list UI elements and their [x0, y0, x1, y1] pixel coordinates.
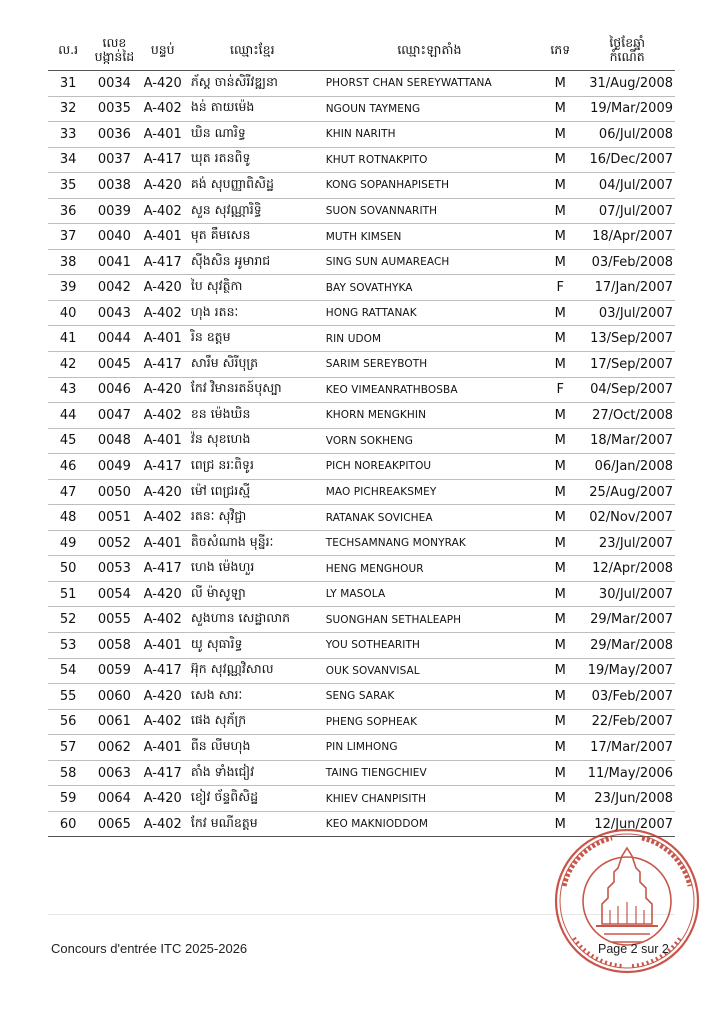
header-sex: ភេទ — [539, 30, 581, 71]
sex-cell: M — [539, 249, 581, 275]
row-number-cell: 47 — [48, 479, 88, 505]
date-of-birth-cell: 18/Mar/2007 — [581, 428, 675, 454]
latin-name-cell: PIN LIMHONG — [320, 735, 539, 761]
table-row — [48, 352, 675, 378]
khmer-name-cell: ហុង រតនៈ — [185, 300, 320, 326]
sex-cell: M — [539, 530, 581, 556]
row-number-cell: 32 — [48, 96, 88, 122]
latin-name-cell: KONG SOPANHAPISETH — [320, 173, 539, 199]
row-number-cell: 40 — [48, 300, 88, 326]
date-of-birth-cell: 13/Sep/2007 — [581, 326, 675, 352]
footer-title: Concours d'entrée ITC 2025-2026 — [51, 941, 248, 956]
room-cell: A-401 — [141, 428, 185, 454]
receipt-number-cell: 0060 — [88, 684, 140, 710]
room-cell: A-402 — [141, 607, 185, 633]
date-of-birth-cell: 12/Jun/2007 — [581, 811, 675, 837]
khmer-name-cell: វ៉ន សុខហេង — [185, 428, 320, 454]
receipt-number-cell: 0040 — [88, 224, 140, 250]
date-of-birth-cell: 31/Aug/2008 — [581, 71, 675, 97]
header-number: ល.រ — [48, 30, 88, 71]
sex-cell: M — [539, 658, 581, 684]
date-of-birth-cell: 17/Mar/2007 — [581, 735, 675, 761]
room-cell: A-402 — [141, 300, 185, 326]
row-number-cell: 36 — [48, 198, 88, 224]
receipt-number-cell: 0045 — [88, 352, 140, 378]
latin-name-cell: TECHSAMNANG MONYRAK — [320, 530, 539, 556]
date-of-birth-cell: 17/Jan/2007 — [581, 275, 675, 301]
khmer-name-cell: ខៀវ ច័ន្ទពិសិដ្ឋ — [185, 786, 320, 812]
row-number-cell: 46 — [48, 454, 88, 480]
row-number-cell: 60 — [48, 811, 88, 837]
sex-cell: M — [539, 147, 581, 173]
table-row — [48, 530, 675, 556]
khmer-name-cell: ឃិន ណារិទ្ធ — [185, 122, 320, 148]
khmer-name-cell: សួន សុវណ្ណារិទ្ធិ — [185, 198, 320, 224]
date-of-birth-cell: 29/Mar/2007 — [581, 607, 675, 633]
sex-cell: M — [539, 607, 581, 633]
receipt-number-cell: 0052 — [88, 530, 140, 556]
row-number-cell: 44 — [48, 403, 88, 429]
latin-name-cell: OUK SOVANVISAL — [320, 658, 539, 684]
room-cell: A-417 — [141, 760, 185, 786]
room-cell: A-420 — [141, 786, 185, 812]
receipt-number-cell: 0050 — [88, 479, 140, 505]
khmer-name-cell: ពីន លីមហុង — [185, 735, 320, 761]
sex-cell: M — [539, 71, 581, 97]
receipt-number-cell: 0043 — [88, 300, 140, 326]
table-row — [48, 556, 675, 582]
khmer-name-cell: តាំង ទាំងជៀវ — [185, 760, 320, 786]
row-number-cell: 52 — [48, 607, 88, 633]
room-cell: A-420 — [141, 173, 185, 199]
khmer-name-cell: ផេង សុភ័ក្រ — [185, 709, 320, 735]
khmer-name-cell: ម៉ៅ ពេជ្ររស្មី — [185, 479, 320, 505]
table-row — [48, 658, 675, 684]
receipt-number-cell: 0055 — [88, 607, 140, 633]
table-row — [48, 505, 675, 531]
room-cell: A-401 — [141, 224, 185, 250]
row-number-cell: 33 — [48, 122, 88, 148]
khmer-name-cell: រិន ឧត្តម — [185, 326, 320, 352]
date-of-birth-cell: 25/Aug/2007 — [581, 479, 675, 505]
row-number-cell: 42 — [48, 352, 88, 378]
receipt-number-cell: 0047 — [88, 403, 140, 429]
room-cell: A-402 — [141, 505, 185, 531]
sex-cell: M — [539, 454, 581, 480]
date-of-birth-cell: 19/May/2007 — [581, 658, 675, 684]
receipt-number-cell: 0053 — [88, 556, 140, 582]
latin-name-cell: PHENG SOPHEAK — [320, 709, 539, 735]
khmer-name-cell: ភ័ស្ត ចាន់សិរីវឌ្ឍនា — [185, 71, 320, 97]
row-number-cell: 51 — [48, 581, 88, 607]
sex-cell: M — [539, 96, 581, 122]
receipt-number-cell: 0034 — [88, 71, 140, 97]
latin-name-cell: KHORN MENGKHIN — [320, 403, 539, 429]
receipt-number-cell: 0062 — [88, 735, 140, 761]
table-row — [48, 122, 675, 148]
table-row — [48, 709, 675, 735]
room-cell: A-417 — [141, 352, 185, 378]
room-cell: A-417 — [141, 249, 185, 275]
date-of-birth-cell: 17/Sep/2007 — [581, 352, 675, 378]
latin-name-cell: YOU SOTHEARITH — [320, 633, 539, 659]
date-of-birth-cell: 11/May/2006 — [581, 760, 675, 786]
receipt-number-cell: 0037 — [88, 147, 140, 173]
room-cell: A-420 — [141, 581, 185, 607]
khmer-name-cell: ពេជ្រ នរៈពិទូរ — [185, 454, 320, 480]
table-row — [48, 224, 675, 250]
khmer-name-cell: កែវ មណីឧត្តម — [185, 811, 320, 837]
receipt-number-cell: 0065 — [88, 811, 140, 837]
sex-cell: M — [539, 122, 581, 148]
latin-name-cell: KHIN NARITH — [320, 122, 539, 148]
khmer-name-cell: មុត គឹមសេន — [185, 224, 320, 250]
receipt-number-cell: 0042 — [88, 275, 140, 301]
row-number-cell: 43 — [48, 377, 88, 403]
date-of-birth-cell: 19/Mar/2009 — [581, 96, 675, 122]
khmer-name-cell: សួងហាន សេដ្ឋាលាភ — [185, 607, 320, 633]
khmer-name-cell: តិចសំណាង មុន្នីរៈ — [185, 530, 320, 556]
row-number-cell: 35 — [48, 173, 88, 199]
room-cell: A-420 — [141, 275, 185, 301]
row-number-cell: 38 — [48, 249, 88, 275]
date-of-birth-cell: 03/Feb/2007 — [581, 684, 675, 710]
date-of-birth-cell: 30/Jul/2007 — [581, 581, 675, 607]
table-row — [48, 377, 675, 403]
room-cell: A-402 — [141, 811, 185, 837]
date-of-birth-cell: 22/Feb/2007 — [581, 709, 675, 735]
receipt-number-cell: 0059 — [88, 658, 140, 684]
latin-name-cell: PICH NOREAKPITOU — [320, 454, 539, 480]
room-cell: A-420 — [141, 684, 185, 710]
table-row — [48, 607, 675, 633]
row-number-cell: 59 — [48, 786, 88, 812]
date-of-birth-cell: 23/Jul/2007 — [581, 530, 675, 556]
sex-cell: M — [539, 811, 581, 837]
table-body — [48, 71, 675, 837]
sex-cell: M — [539, 786, 581, 812]
date-of-birth-cell: 04/Sep/2007 — [581, 377, 675, 403]
sex-cell: M — [539, 581, 581, 607]
table-row — [48, 300, 675, 326]
sex-cell: M — [539, 735, 581, 761]
table-row — [48, 454, 675, 480]
room-cell: A-401 — [141, 735, 185, 761]
receipt-number-cell: 0041 — [88, 249, 140, 275]
table-row — [48, 403, 675, 429]
header-date-of-birth — [581, 30, 675, 71]
table-row — [48, 173, 675, 199]
room-cell: A-420 — [141, 377, 185, 403]
date-of-birth-cell: 02/Nov/2007 — [581, 505, 675, 531]
receipt-number-cell: 0061 — [88, 709, 140, 735]
latin-name-cell: MAO PICHREAKSMEY — [320, 479, 539, 505]
khmer-name-cell: លី ម៉ាសូឡា — [185, 581, 320, 607]
receipt-number-cell: 0058 — [88, 633, 140, 659]
receipt-number-cell: 0063 — [88, 760, 140, 786]
khmer-name-cell: ងន់ តាយម៉េង — [185, 96, 320, 122]
date-of-birth-cell: 03/Feb/2008 — [581, 249, 675, 275]
room-cell: A-402 — [141, 198, 185, 224]
sex-cell: M — [539, 173, 581, 199]
date-of-birth-cell: 06/Jan/2008 — [581, 454, 675, 480]
sex-cell: M — [539, 760, 581, 786]
row-number-cell: 56 — [48, 709, 88, 735]
latin-name-cell: LY MASOLA — [320, 581, 539, 607]
latin-name-cell: SARIM SEREYBOTH — [320, 352, 539, 378]
table-row — [48, 684, 675, 710]
header-date-of-birth-label: ថ្ងៃខែឆ្នាំ កំណើត — [609, 35, 646, 64]
latin-name-cell: BAY SOVATHYKA — [320, 275, 539, 301]
sex-cell: M — [539, 326, 581, 352]
khmer-name-cell: គង់ សុបញ្ញាពិសិដ្ឋ — [185, 173, 320, 199]
khmer-name-cell: សារឹម សិរីបុត្រ — [185, 352, 320, 378]
khmer-name-cell: ហេង ម៉េងហួរ — [185, 556, 320, 582]
footer-page-number: Page 2 sur 2 — [598, 942, 669, 956]
table-row — [48, 275, 675, 301]
khmer-name-cell: ខន ម៉េងឃិន — [185, 403, 320, 429]
sex-cell: M — [539, 479, 581, 505]
table-header — [48, 30, 675, 71]
row-number-cell: 45 — [48, 428, 88, 454]
table-row — [48, 198, 675, 224]
sex-cell: M — [539, 198, 581, 224]
sex-cell: M — [539, 224, 581, 250]
latin-name-cell: SENG SARAK — [320, 684, 539, 710]
row-number-cell: 55 — [48, 684, 88, 710]
date-of-birth-cell: 03/Jul/2007 — [581, 300, 675, 326]
table-row — [48, 760, 675, 786]
latin-name-cell: KHUT ROTNAKPITO — [320, 147, 539, 173]
date-of-birth-cell: 18/Apr/2007 — [581, 224, 675, 250]
date-of-birth-cell: 16/Dec/2007 — [581, 147, 675, 173]
table-row — [48, 326, 675, 352]
header-receipt-number-label: លេខ បង្កាន់ដៃ — [94, 35, 135, 64]
header-room: បន្ទប់ — [141, 30, 185, 71]
header-row — [48, 30, 675, 71]
sex-cell: F — [539, 275, 581, 301]
sex-cell: M — [539, 709, 581, 735]
row-number-cell: 53 — [48, 633, 88, 659]
latin-name-cell: HENG MENGHOUR — [320, 556, 539, 582]
header-latin-name: ឈ្មោះឡាតាំង — [320, 30, 539, 71]
table-row — [48, 71, 675, 97]
room-cell: A-402 — [141, 403, 185, 429]
row-number-cell: 57 — [48, 735, 88, 761]
date-of-birth-cell: 12/Apr/2008 — [581, 556, 675, 582]
sex-cell: M — [539, 428, 581, 454]
sex-cell: M — [539, 556, 581, 582]
latin-name-cell: RATANAK SOVICHEA — [320, 505, 539, 531]
sex-cell: M — [539, 403, 581, 429]
latin-name-cell: TAING TIENGCHIEV — [320, 760, 539, 786]
row-number-cell: 54 — [48, 658, 88, 684]
khmer-name-cell: កែវ វិមានរតន៍បុស្បា — [185, 377, 320, 403]
row-number-cell: 34 — [48, 147, 88, 173]
row-number-cell: 49 — [48, 530, 88, 556]
receipt-number-cell: 0039 — [88, 198, 140, 224]
date-of-birth-cell: 06/Jul/2008 — [581, 122, 675, 148]
row-number-cell: 48 — [48, 505, 88, 531]
date-of-birth-cell: 23/Jun/2008 — [581, 786, 675, 812]
table-row — [48, 147, 675, 173]
date-of-birth-cell: 27/Oct/2008 — [581, 403, 675, 429]
receipt-number-cell: 0051 — [88, 505, 140, 531]
receipt-number-cell: 0038 — [88, 173, 140, 199]
khmer-name-cell: យូ សុធារិទ្ធ — [185, 633, 320, 659]
latin-name-cell: HONG RATTANAK — [320, 300, 539, 326]
table-row — [48, 786, 675, 812]
header-receipt-number — [88, 30, 140, 71]
room-cell: A-401 — [141, 530, 185, 556]
table-row — [48, 633, 675, 659]
candidate-table — [48, 30, 675, 837]
room-cell: A-417 — [141, 658, 185, 684]
date-of-birth-cell: 29/Mar/2008 — [581, 633, 675, 659]
latin-name-cell: PHORST CHAN SEREYWATTANA — [320, 71, 539, 97]
header-khmer-name: ឈ្មោះខ្មែរ — [185, 30, 320, 71]
row-number-cell: 39 — [48, 275, 88, 301]
latin-name-cell: VORN SOKHENG — [320, 428, 539, 454]
khmer-name-cell: ស៊ីងសិន អូមារាជ — [185, 249, 320, 275]
latin-name-cell: KHIEV CHANPISITH — [320, 786, 539, 812]
receipt-number-cell: 0048 — [88, 428, 140, 454]
table-row — [48, 479, 675, 505]
row-number-cell: 58 — [48, 760, 88, 786]
khmer-name-cell: បៃ សុវត្ថិកា — [185, 275, 320, 301]
room-cell: A-401 — [141, 633, 185, 659]
latin-name-cell: SUONGHAN SETHALEAPH — [320, 607, 539, 633]
sex-cell: M — [539, 352, 581, 378]
khmer-name-cell: រតនៈ សុវិជ្ជា — [185, 505, 320, 531]
receipt-number-cell: 0054 — [88, 581, 140, 607]
room-cell: A-402 — [141, 709, 185, 735]
latin-name-cell: SING SUN AUMAREACH — [320, 249, 539, 275]
receipt-number-cell: 0035 — [88, 96, 140, 122]
room-cell: A-401 — [141, 326, 185, 352]
table-row — [48, 249, 675, 275]
table-row — [48, 96, 675, 122]
latin-name-cell: NGOUN TAYMENG — [320, 96, 539, 122]
latin-name-cell: SUON SOVANNARITH — [320, 198, 539, 224]
latin-name-cell: RIN UDOM — [320, 326, 539, 352]
room-cell: A-417 — [141, 556, 185, 582]
row-number-cell: 37 — [48, 224, 88, 250]
sex-cell: M — [539, 300, 581, 326]
receipt-number-cell: 0044 — [88, 326, 140, 352]
room-cell: A-417 — [141, 454, 185, 480]
receipt-number-cell: 0036 — [88, 122, 140, 148]
latin-name-cell: KEO VIMEANRATHBOSBA — [320, 377, 539, 403]
table-row — [48, 428, 675, 454]
latin-name-cell: KEO MAKNIODDOM — [320, 811, 539, 837]
sex-cell: M — [539, 633, 581, 659]
row-number-cell: 41 — [48, 326, 88, 352]
khmer-name-cell: ឃុត រតនពិទូ — [185, 147, 320, 173]
receipt-number-cell: 0046 — [88, 377, 140, 403]
room-cell: A-420 — [141, 479, 185, 505]
room-cell: A-402 — [141, 96, 185, 122]
table-row — [48, 735, 675, 761]
table-row — [48, 581, 675, 607]
room-cell: A-420 — [141, 71, 185, 97]
sex-cell: M — [539, 684, 581, 710]
receipt-number-cell: 0049 — [88, 454, 140, 480]
sex-cell: F — [539, 377, 581, 403]
date-of-birth-cell: 07/Jul/2007 — [581, 198, 675, 224]
khmer-name-cell: សេង សារៈ — [185, 684, 320, 710]
sex-cell: M — [539, 505, 581, 531]
date-of-birth-cell: 04/Jul/2007 — [581, 173, 675, 199]
latin-name-cell: MUTH KIMSEN — [320, 224, 539, 250]
receipt-number-cell: 0064 — [88, 786, 140, 812]
row-number-cell: 50 — [48, 556, 88, 582]
room-cell: A-417 — [141, 147, 185, 173]
khmer-name-cell: អ៊ុក សុវណ្ណវិសាល — [185, 658, 320, 684]
row-number-cell: 31 — [48, 71, 88, 97]
room-cell: A-401 — [141, 122, 185, 148]
